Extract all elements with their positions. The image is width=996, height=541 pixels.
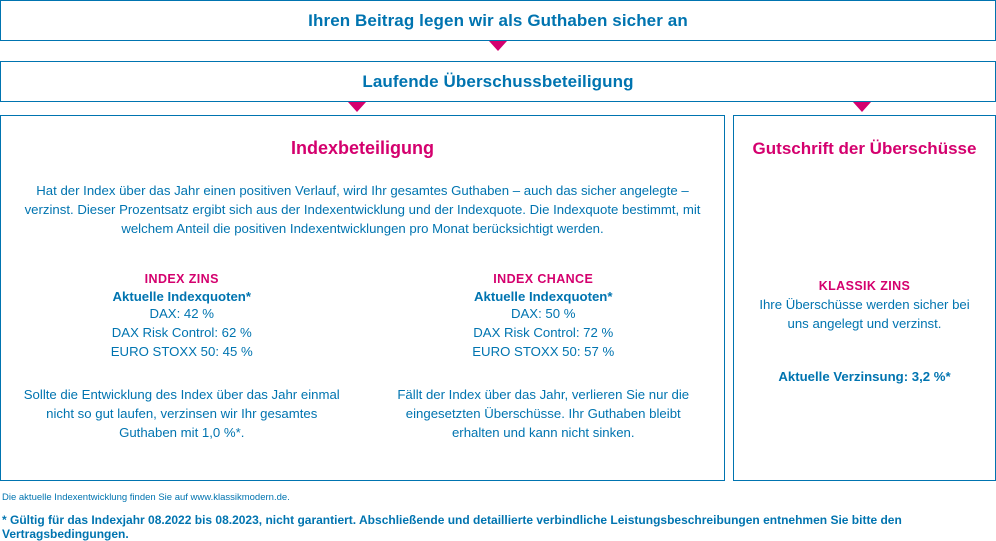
arrow-down-icon xyxy=(348,102,366,112)
column-index-zins xyxy=(1,272,363,442)
banner-surplus-label: Laufende Überschussbeteiligung xyxy=(362,71,634,91)
column-index-chance-quote: DAX Risk Control: 72 % xyxy=(473,325,614,340)
index-columns xyxy=(1,272,724,442)
column-index-chance xyxy=(363,272,725,442)
footnote-index-development: Die aktuelle Indexentwicklung finden Sie auf www.klassikmodern.de. xyxy=(2,492,290,503)
column-index-chance-quote: EURO STOXX 50: 57 % xyxy=(472,344,615,359)
column-index-chance-sub: Aktuelle Indexquoten* xyxy=(474,289,613,304)
panel-gutschrift-head: KLASSIK ZINS xyxy=(818,279,911,293)
column-index-zins-sub: Aktuelle Indexquoten* xyxy=(112,289,251,304)
column-index-zins-head: INDEX ZINS xyxy=(144,272,219,286)
column-index-zins-quote: DAX Risk Control: 62 % xyxy=(111,325,252,340)
banner-contribution xyxy=(0,0,996,41)
panel-indexbeteiligung-intro: Hat der Index über das Jahr einen positiven Verlauf, wird Ihr gesamtes Guthaben – auch das sicher angelegte – verzinst. Dieser Prozentsatz ergibt sich aus der Indexentwicklung und der Indexquote. Die Indexquote bestimmt, mit welchem Anteil die positiven Indexentwicklungen pro Monat berücksichtigt werden. xyxy=(24,183,701,236)
panel-indexbeteiligung-title: Indexbeteiligung xyxy=(290,138,434,158)
column-index-zins-quote: EURO STOXX 50: 45 % xyxy=(110,344,253,359)
arrow-down-icon xyxy=(489,41,507,51)
banner-surplus xyxy=(0,61,996,102)
arrow-down-icon xyxy=(853,102,871,112)
panel-gutschrift-rate: Aktuelle Verzinsung: 3,2 %* xyxy=(778,369,951,384)
column-index-chance-head: INDEX CHANCE xyxy=(493,272,594,286)
panel-gutschrift-body xyxy=(734,279,995,384)
column-index-chance-note: Fällt der Index über das Jahr, verlieren Sie nur die eingesetzten Überschüsse. Ihr Guthaben bleibt erhalten und kann nicht sinken. xyxy=(397,387,690,440)
banner-contribution-label: Ihren Beitrag legen wir als Guthaben sicher an xyxy=(308,10,688,30)
panel-gutschrift-title: Gutschrift der Überschüsse xyxy=(752,139,977,158)
panel-gutschrift-text: Ihre Überschüsse werden sicher bei uns angelegt und verzinst. xyxy=(759,297,970,331)
column-index-chance-quote: DAX: 50 % xyxy=(510,306,576,321)
panel-indexbeteiligung xyxy=(0,115,725,481)
column-index-zins-quote: DAX: 42 % xyxy=(149,306,214,321)
panel-gutschrift xyxy=(733,115,996,481)
column-index-zins-note: Sollte die Entwicklung des Index über das Jahr einmal nicht so gut laufen, verzinsen wir Ihr gesamtes Guthaben mit 1,0 %*. xyxy=(23,387,340,440)
footnote-validity: * Gültig für das Indexjahr 08.2022 bis 08.2023, nicht garantiert. Abschließende und detaillierte verbindliche Leistungsbeschreibungen entnehmen Sie bitte den Vertragsbedingungen. xyxy=(2,513,902,541)
